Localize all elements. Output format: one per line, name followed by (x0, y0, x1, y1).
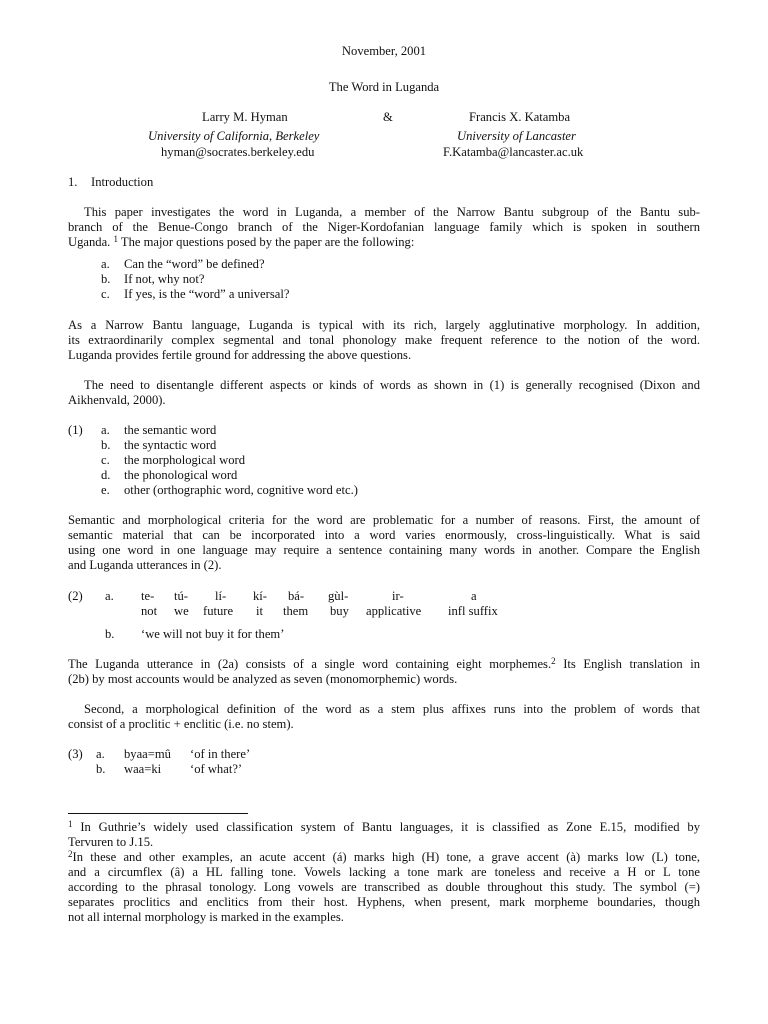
paragraph-line: Second, a morphological definition of the word as a stem plus affixes runs into the problem of words that (84, 702, 700, 716)
paragraph-line: its extraordinarily complex segmental and tonal phonology make frequent reference to the notion of the word. (68, 333, 700, 347)
example-form: waa=ki (124, 762, 162, 776)
gloss: them (283, 604, 309, 618)
example-label: a. (101, 423, 110, 437)
question-text: If yes, is the “word” a universal? (124, 287, 290, 301)
paragraph-line: branch of the Benue-Congo branch of the Niger-Kordofanian language family which is spoken in southern (68, 220, 700, 234)
paragraph-line: consist of a proclitic + enclitic (i.e. no stem). (68, 717, 294, 731)
example-text: the phonological word (124, 468, 238, 482)
example-label: b. (96, 762, 106, 776)
author-right-affiliation: University of Lancaster (457, 129, 576, 143)
footnote-line: and a circumflex (â) a HL falling tone. Vowels lacking a tone mark are toneless and receive a H or L tone (68, 865, 700, 879)
paragraph-morphology (68, 318, 700, 363)
intro-paragraph (68, 205, 700, 250)
gloss: we (174, 604, 189, 618)
example-label: a. (105, 589, 114, 603)
example-label: b. (105, 627, 115, 641)
paragraph-line: and Luganda utterances in (2). (68, 558, 222, 572)
paragraph-line: Aikhenvald, 2000). (68, 393, 166, 407)
example-text: the morphological word (124, 453, 246, 467)
example-label: b. (101, 438, 111, 452)
example-label: a. (96, 747, 105, 761)
paragraph-line: semantic material that can be incorporated into a word varies enormously, cross-linguistically. What is said (68, 528, 700, 542)
gloss: it (256, 604, 263, 618)
example-text: other (orthographic word, cognitive word etc.) (124, 483, 358, 497)
morpheme: kí- (253, 589, 267, 603)
footnote-ref-2[interactable]: 2 (551, 656, 556, 666)
section-title: Introduction (91, 175, 154, 189)
footnote-line: Tervuren to J.15. (68, 835, 154, 849)
example-gloss: ‘of what?’ (190, 762, 243, 776)
paragraph-line: The need to disentangle different aspects or kinds of words as shown in (1) is generally recognised (Dixon and (84, 378, 700, 392)
paragraph-line: Semantic and morphological criteria for the word are problematic for a number of reasons. First, the amount of (68, 513, 700, 527)
example-text: the semantic word (124, 423, 217, 437)
morpheme: lí- (215, 589, 227, 603)
example-gloss: ‘of in there’ (190, 747, 251, 761)
example-label: e. (101, 483, 110, 497)
gloss: buy (330, 604, 349, 618)
footnote-ref-1[interactable]: 1 (113, 234, 118, 244)
morpheme: tú- (174, 589, 188, 603)
example-translation: ‘we will not buy it for them’ (141, 627, 285, 641)
author-right-email: F.Katamba@lancaster.ac.uk (443, 145, 584, 159)
example-number: (2) (68, 589, 83, 603)
author-left-email: hyman@socrates.berkeley.edu (161, 145, 315, 159)
gloss: infl suffix (448, 604, 498, 618)
paragraph-line: Uganda. $^1$ The major questions posed by the paper are the following: (68, 234, 415, 249)
paragraph-line: The Luganda utterance in (2a) consists of a single word containing eight morphemes.$^2$ Its English translation in (68, 656, 700, 671)
example-text: the syntactic word (124, 438, 217, 452)
morpheme: bá- (288, 589, 305, 603)
section-number: 1. (68, 175, 78, 189)
date-line: November, 2001 (341, 44, 427, 58)
question-label: c. (101, 287, 110, 301)
example-number: (3) (68, 747, 83, 761)
example-form: byaa=mû (124, 747, 171, 761)
morpheme: te- (141, 589, 155, 603)
paragraph-disentangle (68, 378, 700, 408)
author-right-name: Francis X. Katamba (469, 110, 571, 124)
paragraph-line: This paper investigates the word in Luganda, a member of the Narrow Bantu subgroup of the Bantu sub- (84, 205, 700, 219)
example-number: (1) (68, 423, 83, 437)
paragraph-line: (2b) by most accounts would be analyzed as seven (monomorphemic) words. (68, 672, 458, 686)
footnote-separator (68, 813, 248, 814)
paragraph-utterance (68, 657, 700, 687)
paragraph-clitics (68, 702, 700, 732)
gloss: future (203, 604, 234, 618)
paragraph-line: As a Narrow Bantu language, Luganda is typical with its rich, largely agglutinative morphology. In addition, (68, 318, 700, 332)
morpheme: a (471, 589, 477, 603)
footnote-2 (68, 850, 700, 925)
author-ampersand: & (383, 110, 393, 124)
question-label: b. (101, 272, 111, 286)
footnote-mark: 2 (68, 849, 73, 859)
paragraph-criteria (68, 513, 700, 573)
gloss: not (141, 604, 158, 618)
morpheme: gùl- (328, 589, 349, 603)
paragraph-line: Luganda provides fertile ground for addressing the above questions. (68, 348, 412, 362)
footnote-line: not all internal morphology is marked in the examples. (68, 910, 344, 924)
example-label: d. (101, 468, 111, 482)
gloss: applicative (366, 604, 422, 618)
question-text: If not, why not? (124, 272, 205, 286)
morpheme: ir- (392, 589, 404, 603)
paper-title: The Word in Luganda (328, 80, 440, 94)
paragraph-line: using one word in one language may require a sentence containing many words in another. Compare the English (68, 543, 700, 557)
footnote-1 (68, 820, 700, 850)
footnote-line: $^2$In these and other examples, an acute accent (á) marks high (H) tone, a grave accent (à) marks low (L) tone, (68, 849, 700, 864)
footnote-line: $^1$ In Guthrie’s widely used classification system of Bantu languages, it is classified as Zone E.15, modified by (68, 819, 700, 834)
question-text: Can the “word” be defined? (124, 257, 265, 271)
footnote-line: according to the phrasal tonology. Long vowels are transcribed as double throughout this study. The symbol (=) (68, 880, 700, 894)
author-left-affiliation: University of California, Berkeley (148, 129, 320, 143)
footnote-mark: 1 (68, 819, 73, 829)
author-left-name: Larry M. Hyman (202, 110, 288, 124)
example-label: c. (101, 453, 110, 467)
question-label: a. (101, 257, 110, 271)
footnote-line: separates proclitics and enclitics from their host. Hyphens, when present, mark morpheme boundaries, though (68, 895, 700, 909)
